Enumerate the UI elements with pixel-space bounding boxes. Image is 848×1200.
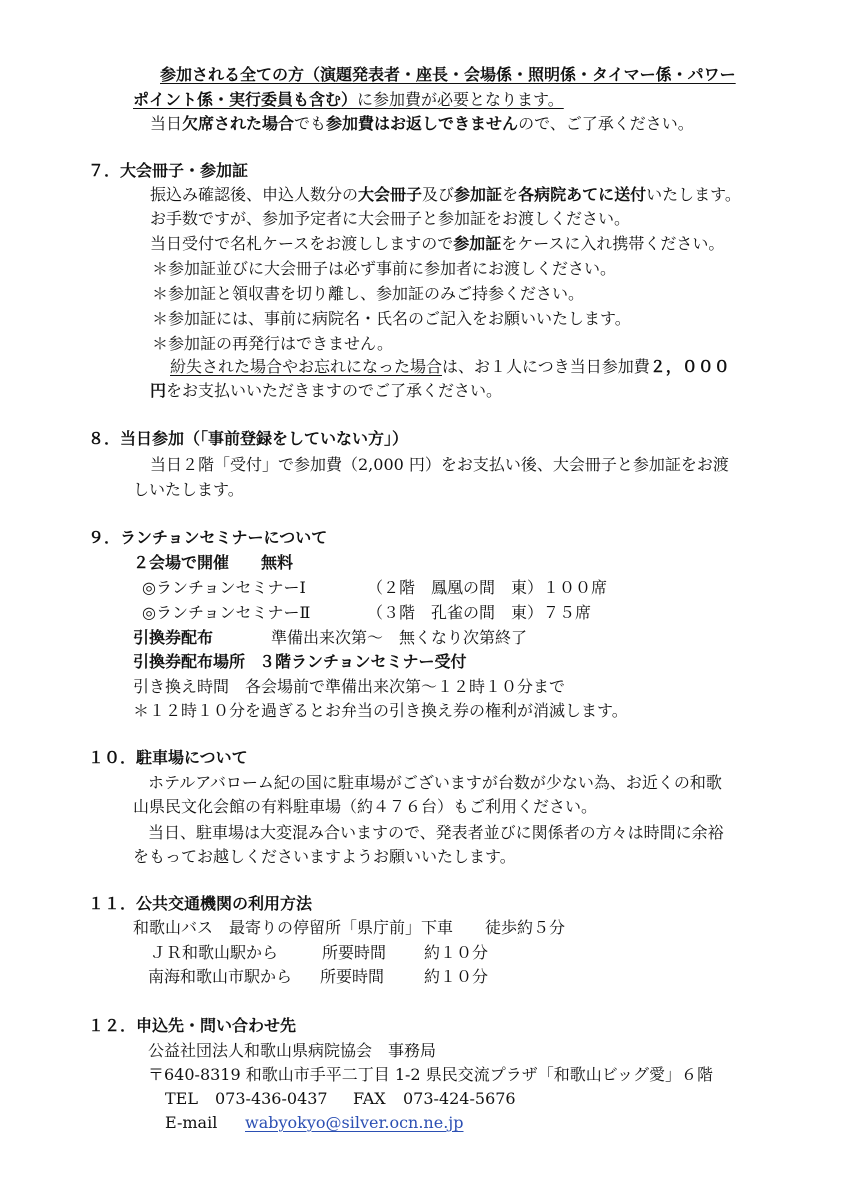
s9-place <box>133 651 467 673</box>
section-12-heading: １２．申込先・問い合わせ先 <box>88 1016 297 1035</box>
section-7-heading: ７．大会冊子・参加証 <box>88 161 249 180</box>
s12-email-line <box>165 1112 464 1134</box>
s9-distribution <box>133 627 527 649</box>
intro-line-2 <box>133 89 564 111</box>
s11-bus: 和歌山バス 最寄りの停留所「県庁前」下車 徒歩約５分 <box>133 918 566 937</box>
s8-heading-c: ） <box>392 429 409 448</box>
s7-note-1: ＊参加証並びに大会冊子は必ず事前に参加者にお渡しください。 <box>152 259 617 278</box>
s10-para-2: 山県民文化会館の有料駐車場（約４７６台）もご利用ください。 <box>133 797 598 816</box>
s11-jr-time: 約１０分 <box>424 943 489 962</box>
s8-para-2: しいたします。 <box>133 480 244 499</box>
s7-lost-b: は、お１人につき当日参加費 <box>442 357 650 376</box>
s7-note-3: ＊参加証には、事前に病院名・氏名のご記入をお願いいたします。 <box>152 309 631 328</box>
intro-text-3c: でも <box>294 114 327 133</box>
s9-time: 引き換え時間 各会場前で準備出来次第～１２時１０分まで <box>133 677 566 696</box>
s9-seminar-1 <box>142 577 607 599</box>
s7-p1g: いたします。 <box>646 185 741 204</box>
s9-place-text: ３階ランチョンセミナー受付 <box>259 652 467 671</box>
s11-jr-label: 所要時間 <box>322 943 387 962</box>
s7-lost-line-2 <box>150 380 502 402</box>
s10-para-3: 当日、駐車場は大変混み合いますので、発表者並びに関係者の方々は時間に余裕 <box>148 823 724 842</box>
s12-contact <box>165 1088 516 1110</box>
s11-nankai <box>148 966 488 988</box>
s7-lost-amount: ２，０００ <box>649 357 730 376</box>
intro-text-3a: 当日 <box>150 114 183 133</box>
s11-jr-from: ＪＲ和歌山駅から <box>150 943 279 962</box>
s9-place-label: 引換券配布場所 <box>133 652 246 671</box>
s7-p1c: 及び <box>422 185 455 204</box>
section-11-heading: １１．公共交通機関の利用方法 <box>88 894 313 913</box>
s7-lost-e: をお支払いいただきますのでご了承ください。 <box>166 381 503 400</box>
s11-nankai-from: 南海和歌山市駅から <box>148 967 293 986</box>
s8-heading-b: 「事前登録をしていない方」 <box>200 429 393 448</box>
intro-text-3b: 欠席された場合 <box>182 114 295 133</box>
s12-fax-label: FAX <box>353 1089 386 1108</box>
s7-p1b: 大会冊子 <box>358 185 423 204</box>
s12-org: 公益社団法人和歌山県病院協会 事務局 <box>148 1041 437 1060</box>
s7-note-4: ＊参加証の再発行はできません。 <box>152 334 393 353</box>
s9-seminar-2-name: ◎ランチョンセミナーⅡ <box>142 603 311 622</box>
s10-para-1: ホテルアバローム紀の国に駐車場がございますが台数が少ない為、お近くの和歌 <box>148 773 722 792</box>
s8-heading-a: ８．当日参加（ <box>88 429 201 448</box>
s7-lost-a: 紛失された場合やお忘れになった場合 <box>170 357 443 376</box>
s12-fax: 073-424-5676 <box>403 1089 516 1108</box>
s7-p1f: 各病院あてに送付 <box>518 185 647 204</box>
intro-text-1: 参加される全ての方（演題発表者・座長・会場係・照明係・タイマー係・パワー <box>160 65 736 84</box>
intro-text-2b: に参加費が必要となります。 <box>357 90 564 109</box>
s11-nankai-time: 約１０分 <box>424 967 489 986</box>
section-8-heading <box>88 428 408 450</box>
s9-seminar-2-info: （３階 孔雀の間 東）７５席 <box>367 603 592 622</box>
s7-p1a: 振込み確認後、申込人数分の <box>150 185 359 204</box>
s9-seminar-1-info: （２階 鳳凰の間 東）１００席 <box>367 578 608 597</box>
s9-seminar-2 <box>142 602 591 624</box>
s7-p3b: 参加証 <box>453 234 502 253</box>
s12-tel-label: TEL <box>165 1089 198 1108</box>
s8-para-1: 当日２階「受付」で参加費（2,000 円）をお支払い後、大会冊子と参加証をお渡 <box>150 455 729 474</box>
intro-text-3d: 参加費はお返しできません <box>326 114 519 133</box>
s7-p3c: をケースに入れ携帯ください。 <box>501 234 725 253</box>
s12-address: 〒640-8319 和歌山市手平二丁目 1-2 県民交流プラザ「和歌山ビッグ愛」６階 <box>148 1065 714 1084</box>
email-link[interactable]: wabyokyo@silver.ocn.ne.jp <box>245 1113 464 1132</box>
s10-para-4: をもってお越しくださいますようお願いいたします。 <box>133 847 516 866</box>
s11-jr <box>150 942 488 964</box>
s7-note-2: ＊参加証と領収書を切り離し、参加証のみご持参ください。 <box>152 284 585 303</box>
section-9-heading: ９．ランチョンセミナーについて <box>88 528 328 547</box>
s12-email-label: E-mail <box>165 1113 218 1132</box>
s9-dist-text: 準備出来次第～ 無くなり次第終了 <box>271 628 528 647</box>
s11-nankai-label: 所要時間 <box>320 967 385 986</box>
intro-line-3 <box>150 113 694 135</box>
s9-note: ＊１２時１０分を過ぎるとお弁当の引き換え券の権利が消滅します。 <box>133 701 628 720</box>
s7-p3a: 当日受付で名札ケースをお渡ししますので <box>150 234 454 253</box>
s7-p1d: 参加証 <box>454 185 503 204</box>
s7-para-3 <box>150 233 724 255</box>
intro-text-3e: ので、ご了承ください。 <box>518 114 694 133</box>
s9-sub: ２会場で開催 無料 <box>133 553 294 572</box>
section-10-heading: １０．駐車場について <box>88 748 248 767</box>
s7-para-2: お手数ですが、参加予定者に大会冊子と参加証をお渡しください。 <box>150 209 631 228</box>
s9-seminar-1-name: ◎ランチョンセミナーⅠ <box>142 578 306 597</box>
s7-lost-yen: 円 <box>150 381 167 400</box>
s7-para-1 <box>150 184 741 206</box>
s9-dist-label: 引換券配布 <box>133 628 214 647</box>
s12-tel: 073-436-0437 <box>215 1089 328 1108</box>
intro-text-2: ポイント係・実行委員も含む） <box>133 90 358 109</box>
intro-line-1 <box>160 64 736 86</box>
s7-lost-line-1 <box>170 356 730 378</box>
s7-p1e: を <box>502 185 519 204</box>
